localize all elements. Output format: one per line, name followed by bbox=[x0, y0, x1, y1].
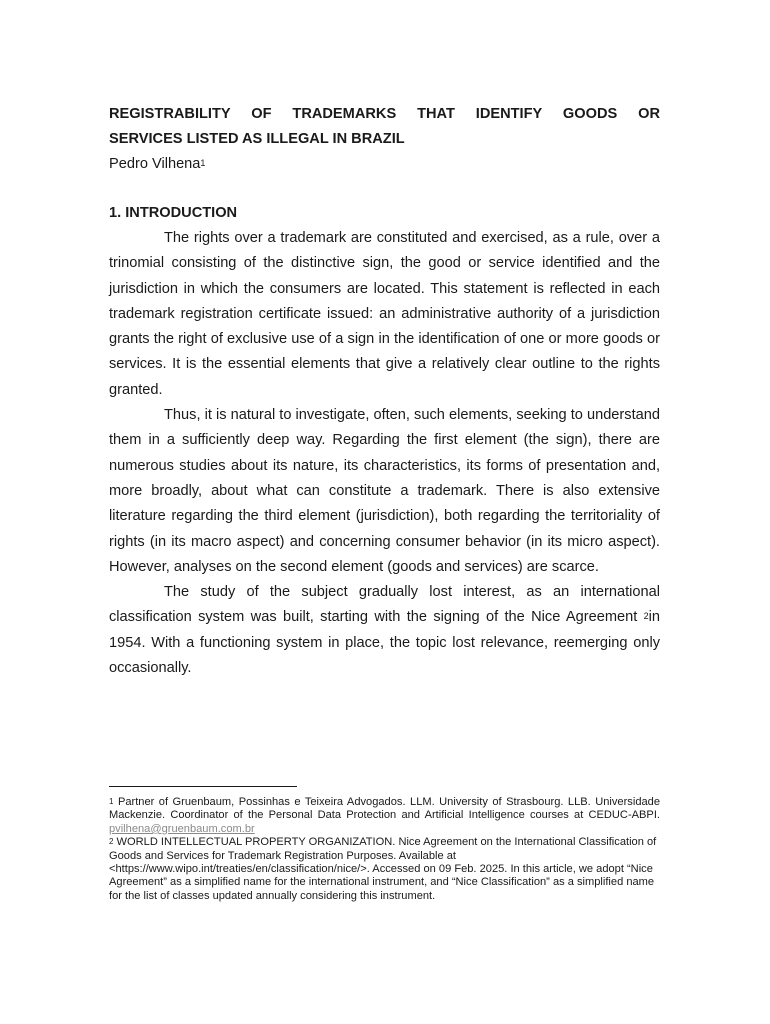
author-footnote-ref[interactable]: 1 bbox=[200, 158, 206, 168]
paragraph-3 bbox=[109, 580, 660, 681]
paragraph-1: The rights over a trademark are constituted and exercised, as a rule, over a trinomial consisting of the distinctive sign, the good or service identified and the jurisdiction in which the consumers are located. This statement is reflected in each trademark registration certificate issued: an administrative authority of a jurisdiction grants the right of exclusive use of a sign in the identification of one or more goods or services. It is the essential elements that give a relatively clear outline to the rights granted. bbox=[109, 230, 660, 398]
section-heading: 1. INTRODUCTION bbox=[109, 205, 238, 221]
author-email-link[interactable]: pvilhena@gruenbaum.com.br bbox=[109, 822, 255, 835]
document-page bbox=[109, 102, 660, 681]
paragraph-3-text-after: in 1954. With a functioning system in place, the topic lost relevance, reemerging only occasionally. bbox=[109, 609, 660, 677]
paper-title-line-1: REGISTRABILITY OF TRADEMARKS THAT IDENTIFY GOODS OR bbox=[109, 106, 660, 122]
section-body bbox=[109, 226, 660, 681]
footnote-2-number: 2 bbox=[109, 837, 114, 847]
author-name: Pedro Vilhena bbox=[109, 156, 201, 172]
footnote-separator bbox=[109, 786, 297, 787]
footnote-1 bbox=[109, 796, 660, 836]
paper-title-line-2: SERVICES LISTED AS ILLEGAL IN BRAZIL bbox=[109, 131, 405, 147]
footnote-1-number: 1 bbox=[109, 797, 114, 806]
nice-agreement-footnote-ref[interactable]: 2 bbox=[643, 611, 649, 622]
paragraph-3-text-before: The study of the subject gradually lost interest, as an international classification system was built, starting with the signing of the Nice Agreement bbox=[109, 584, 660, 626]
paragraph-2: Thus, it is natural to investigate, often, such elements, seeking to understand them in a sufficiently deep way. Regarding the first element (the sign), there are numerous studies about its nature, its characteristics, its forms of presentation and, more broadly, about what can constitute a trademark. There is also extensive literature regarding the third element (jurisdiction), both regarding the territoriality of rights (in its macro aspect) and concerning consumer behavior (in its micro aspect). However, analyses on the second element (goods and services) are scarce. bbox=[109, 407, 660, 575]
author-line bbox=[109, 152, 660, 177]
footnotes bbox=[109, 786, 660, 903]
footnote-1-text: Partner of Gruenbaum, Possinhas e Teixeira Advogados. LLM. University of Strasbourg. LLB. Universidade Mackenzie. Coordinator of the Personal Data Protection and Artificial Intelligence courses at CEDUC-ABPI. bbox=[109, 796, 660, 822]
paper-title bbox=[109, 102, 660, 152]
footnote-2 bbox=[109, 836, 660, 903]
footnote-2-text: WORLD INTELLECTUAL PROPERTY ORGANIZATION. Nice Agreement on the International Classification of Goods and Services for Trademark Registration Purposes. Available at <https://www.wipo.int/treaties/en/classification/nice/>. Accessed on 09 Feb. 2025. In this article, we adopt “Nice Agreement” as a simplified name for the international instrument, and “Nice Classification” as a simplified name for the list of classes updated annually considering this instrument. bbox=[109, 836, 657, 902]
